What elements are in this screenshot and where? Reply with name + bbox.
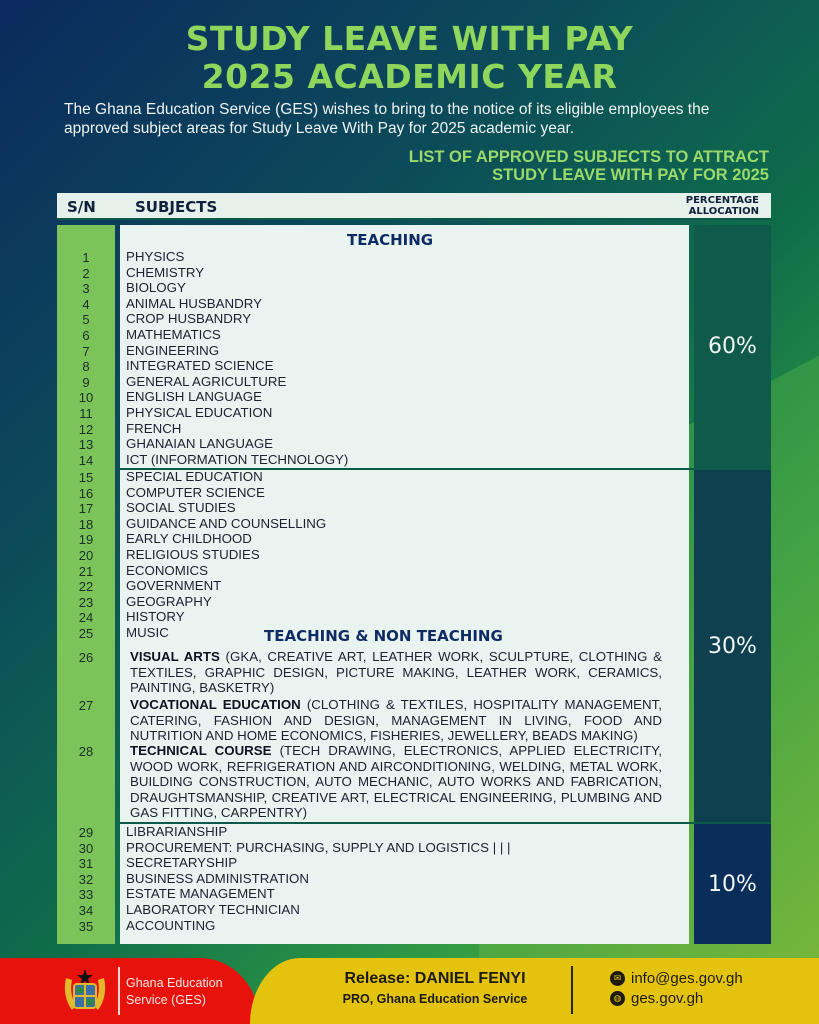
row-sn: 28 [78, 744, 94, 759]
row-sn: 30 [78, 840, 94, 856]
row-sn: 10 [78, 390, 94, 406]
allocation-label: 60% [708, 334, 757, 359]
row-sn: 3 [82, 281, 90, 297]
row-sn: 16 [78, 485, 94, 501]
table-row: COMPUTER SCIENCE [126, 484, 265, 500]
table-row: MATHEMATICS [126, 327, 221, 342]
table-row [130, 649, 662, 696]
row-sn: 18 [78, 516, 94, 532]
column-header-percentage [686, 195, 759, 217]
table-row: ACCOUNTING [126, 917, 216, 933]
row-sn: 33 [78, 887, 94, 903]
table-row: CROP HUSBANDRY [126, 311, 252, 327]
table-row: GOVERNMENT [126, 578, 222, 594]
table-row: ECONOMICS [126, 562, 209, 578]
row-sn: 31 [78, 856, 94, 872]
table-row: FRENCH [126, 420, 182, 436]
table-row: LIBRARIANSHIP [126, 824, 228, 839]
mail-icon: ✉ [610, 971, 625, 986]
row-subject-title: VOCATIONAL EDUCATION [130, 697, 301, 712]
table-row: EARLY CHILDHOOD [126, 531, 252, 547]
row-sn: 8 [82, 359, 90, 375]
table-row: SPECIAL EDUCATION [126, 468, 263, 484]
table-row: GUIDANCE AND COUNSELLING [126, 515, 327, 531]
table-row: CHEMISTRY [126, 264, 205, 280]
pct-header-line-2: ALLOCATION [688, 206, 759, 217]
row-sn: 27 [78, 698, 94, 713]
release-title: PRO, Ghana Education Service [342, 992, 528, 1006]
pct-header-line-1: PERCENTAGE [685, 195, 759, 206]
row-sn: 11 [79, 406, 93, 421]
title-line-1: STUDY LEAVE WITH PAY [185, 19, 634, 58]
table-row: SECRETARYSHIP [126, 855, 238, 871]
table-row: ENGLISH LANGUAGE [126, 389, 262, 405]
row-sn: 35 [78, 918, 94, 934]
allocation-60 [694, 225, 771, 468]
row-sn: 32 [78, 871, 94, 887]
table-row: BIOLOGY [126, 280, 186, 296]
table-header [57, 193, 771, 220]
table-row: MUSIC [126, 624, 169, 640]
row-sn: 34 [78, 903, 94, 918]
footer-separator [571, 966, 573, 1014]
row-sn: 21 [78, 563, 94, 579]
row-sn: 1 [82, 250, 90, 265]
column-header-subjects: SUBJECTS [135, 198, 218, 216]
list-subheading [409, 148, 769, 184]
row-sn: 9 [82, 374, 90, 390]
row-sn: 20 [78, 547, 94, 563]
row-sn: 19 [78, 532, 94, 548]
table-row: INTEGRATED SCIENCE [126, 358, 274, 374]
row-sn: 26 [78, 650, 94, 665]
allocation-label: 30% [708, 633, 757, 659]
table-row: ANIMAL HUSBANDRY [126, 295, 262, 311]
table-row: LABORATORY TECHNICIAN [126, 902, 300, 917]
column-header-sn: S/N [67, 198, 96, 216]
row-subject-detail: (TECH DRAWING, ELECTRONICS, APPLIED ELECTRICITY, WOOD WORK, REFRIGERATION AND AIRCONDITIONING, WELDING, METAL WORK, BUILDING CONSTRUCTION, AUTO MECHANIC, AUTO WORKS AND FABRICATION, DRAUGHTSMANSHIP, CREATIVE ART, ELECTRICAL ENGINEERING, PLUMBING AND GAS FITTING, CARPENTRY) [130, 743, 662, 821]
subhead-line-1: LIST OF APPROVED SUBJECTS TO ATTRACT [408, 148, 769, 166]
table-row: GENERAL AGRICULTURE [126, 373, 287, 389]
row-sn: 6 [82, 328, 90, 343]
table-row: ESTATE MANAGEMENT [126, 886, 275, 902]
row-sn: 2 [82, 265, 90, 281]
row-sn: 4 [82, 296, 90, 312]
intro-text: The Ghana Education Service (GES) wishes to bring to the notice of its eligible employees the approved subject areas for Study Leave With Pay for 2025 academic year. [64, 101, 710, 137]
release-name: Release: DANIEL FENYI [344, 970, 526, 987]
allocation-10 [694, 824, 771, 944]
table-row [130, 743, 662, 821]
email-link[interactable]: info@ges.gov.gh [631, 970, 743, 987]
table-row [130, 697, 662, 744]
allocation-label: 10% [708, 871, 757, 897]
row-sn: 7 [82, 343, 90, 359]
row-sn: 14 [78, 452, 94, 468]
row-subject-title: TECHNICAL COURSE [130, 743, 272, 758]
org-name [126, 975, 223, 1009]
row-sn: 15 [78, 469, 94, 485]
row-subject-title: VISUAL ARTS [130, 649, 220, 664]
website-contact[interactable] [610, 990, 703, 1007]
row-sn: 5 [82, 312, 90, 328]
table-row: SOCIAL STUDIES [126, 500, 236, 516]
row-sn: 13 [78, 437, 94, 453]
row-sn: 24 [78, 610, 94, 626]
row-sn: 22 [78, 579, 94, 595]
logo-separator [118, 967, 120, 1015]
table-row: GHANAIAN LANGUAGE [126, 436, 274, 452]
table-row: PHYSICS [126, 249, 185, 264]
table-row: PROCUREMENT: PURCHASING, SUPPLY AND LOGISTICS | | | [126, 839, 511, 855]
table-row: ENGINEERING [126, 342, 220, 358]
footer-right-panel [250, 958, 819, 1024]
subhead-line-2: STUDY LEAVE WITH PAY FOR 2025 [492, 166, 769, 184]
table-row: BUSINESS ADMINISTRATION [126, 870, 309, 886]
allocation-30 [694, 470, 771, 822]
email-contact[interactable] [610, 970, 743, 987]
title-line-2: 2025 ACADEMIC YEAR [201, 57, 618, 96]
table-row: HISTORY [126, 609, 185, 625]
section-heading-teaching: TEACHING [347, 231, 434, 249]
page-title [0, 20, 819, 96]
org-line-2: Service (GES) [126, 993, 206, 1007]
ghana-coat-of-arms-icon [60, 966, 110, 1016]
row-sn: 17 [78, 501, 94, 517]
row-sn: 23 [78, 594, 94, 610]
globe-icon: ◍ [610, 991, 625, 1006]
row-sn: 29 [78, 825, 94, 840]
row-subject-detail: (GKA, CREATIVE ART, LEATHER WORK, SCULPTURE, CLOTHING & TEXTILES, GRAPHIC DESIGN, PICTURE MAKING, LEATHER WORK, CERAMICS, PAINTING, BASKETRY) [130, 649, 662, 696]
row-sn: 25 [78, 625, 94, 641]
section-heading-teaching-non-teaching: TEACHING & NON TEACHING [264, 627, 503, 645]
table-row: PHYSICAL EDUCATION [126, 405, 273, 420]
row-subject-detail: (CLOTHING & TEXTILES, HOSPITALITY MANAGEMENT, CATERING, FASHION AND DESIGN, MANAGEMENT IN LIVING, FOOD AND NUTRITION AND HOME ECONOMICS, FISHERIES, JEWELLERY, BEADS MAKING) [130, 697, 662, 744]
table-row: GEOGRAPHY [126, 593, 212, 609]
row-sn: 12 [78, 421, 94, 437]
table-row: RELIGIOUS STUDIES [126, 546, 260, 562]
org-line-1: Ghana Education [126, 976, 223, 990]
website-link[interactable]: ges.gov.gh [631, 990, 704, 1007]
table-row: ICT (INFORMATION TECHNOLOGY) [126, 451, 349, 467]
